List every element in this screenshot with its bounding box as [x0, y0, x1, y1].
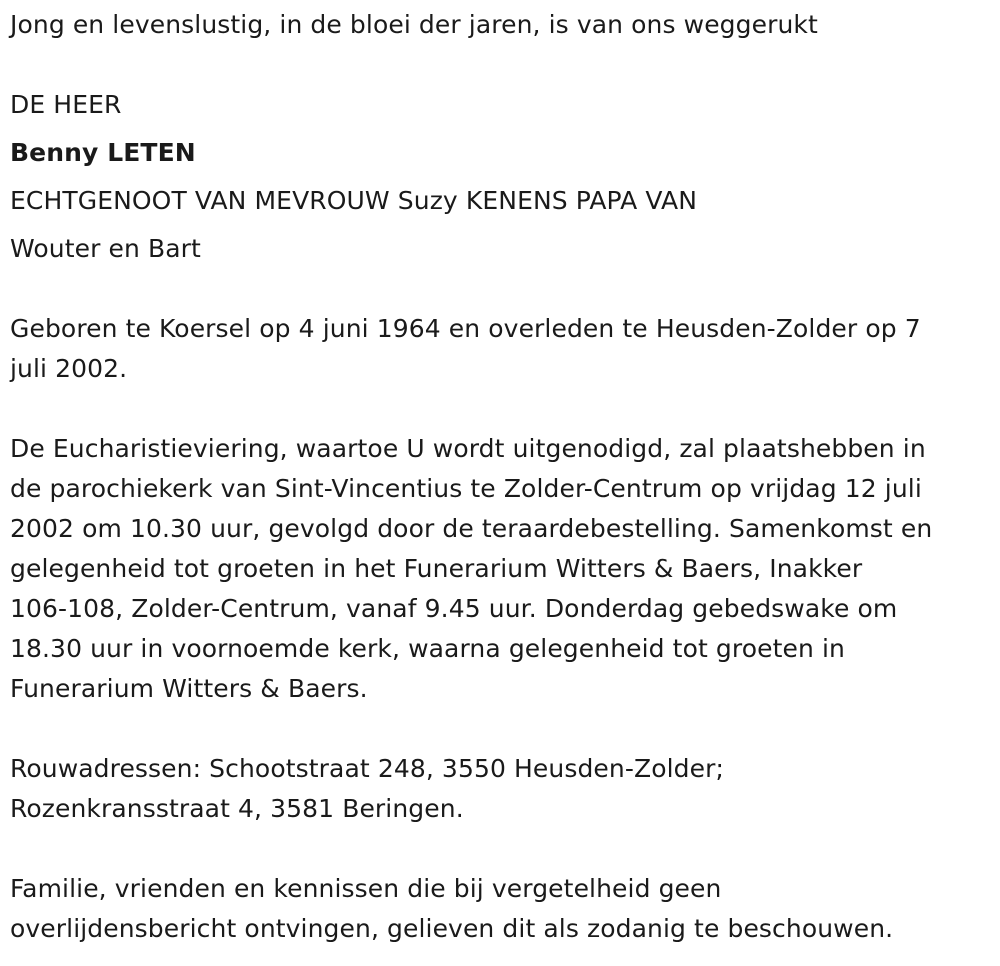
- birth-death-paragraph: [10, 309, 921, 389]
- children-line: Wouter en Bart: [10, 234, 201, 263]
- paragraph-line: 106-108, Zolder-Centrum, vanaf 9.45 uur. Donderdag gebedswake om: [10, 594, 898, 623]
- ceremony-paragraph: [10, 429, 932, 709]
- paragraph-line: De Eucharistieviering, waartoe U wordt uitgenodigd, zal plaatshebben in: [10, 434, 926, 463]
- paragraph-line: 18.30 uur in voornoemde kerk, waarna gelegenheid tot groeten in: [10, 634, 845, 663]
- spouse-line: ECHTGENOOT VAN MEVROUW Suzy KENENS PAPA VAN: [10, 186, 697, 215]
- paragraph-line: Rozenkransstraat 4, 3581 Beringen.: [10, 794, 464, 823]
- closing-paragraph: [10, 869, 893, 949]
- honorific-title: DE HEER: [10, 90, 122, 119]
- paragraph-line: Geboren te Koersel op 4 juni 1964 en overleden te Heusden-Zolder op 7: [10, 314, 921, 343]
- deceased-name: Benny LETEN: [10, 138, 196, 167]
- paragraph-line: 2002 om 10.30 uur, gevolgd door de teraardebestelling. Samenkomst en: [10, 514, 933, 543]
- paragraph-line: gelegenheid tot groeten in het Funerarium Witters & Baers, Inakker: [10, 554, 863, 583]
- paragraph-line: Rouwadressen: Schootstraat 248, 3550 Heusden-Zolder;: [10, 754, 724, 783]
- paragraph-line: juli 2002.: [10, 354, 128, 383]
- paragraph-line: de parochiekerk van Sint-Vincentius te Zolder-Centrum op vrijdag 12 juli: [10, 474, 922, 503]
- paragraph-line: Familie, vrienden en kennissen die bij vergetelheid geen: [10, 874, 722, 903]
- intro-line: Jong en levenslustig, in de bloei der jaren, is van ons weggerukt: [10, 10, 818, 39]
- paragraph-line: overlijdensbericht ontvingen, gelieven dit als zodanig te beschouwen.: [10, 914, 894, 943]
- paragraph-line: Funerarium Witters & Baers.: [10, 674, 368, 703]
- addresses-paragraph: [10, 749, 724, 829]
